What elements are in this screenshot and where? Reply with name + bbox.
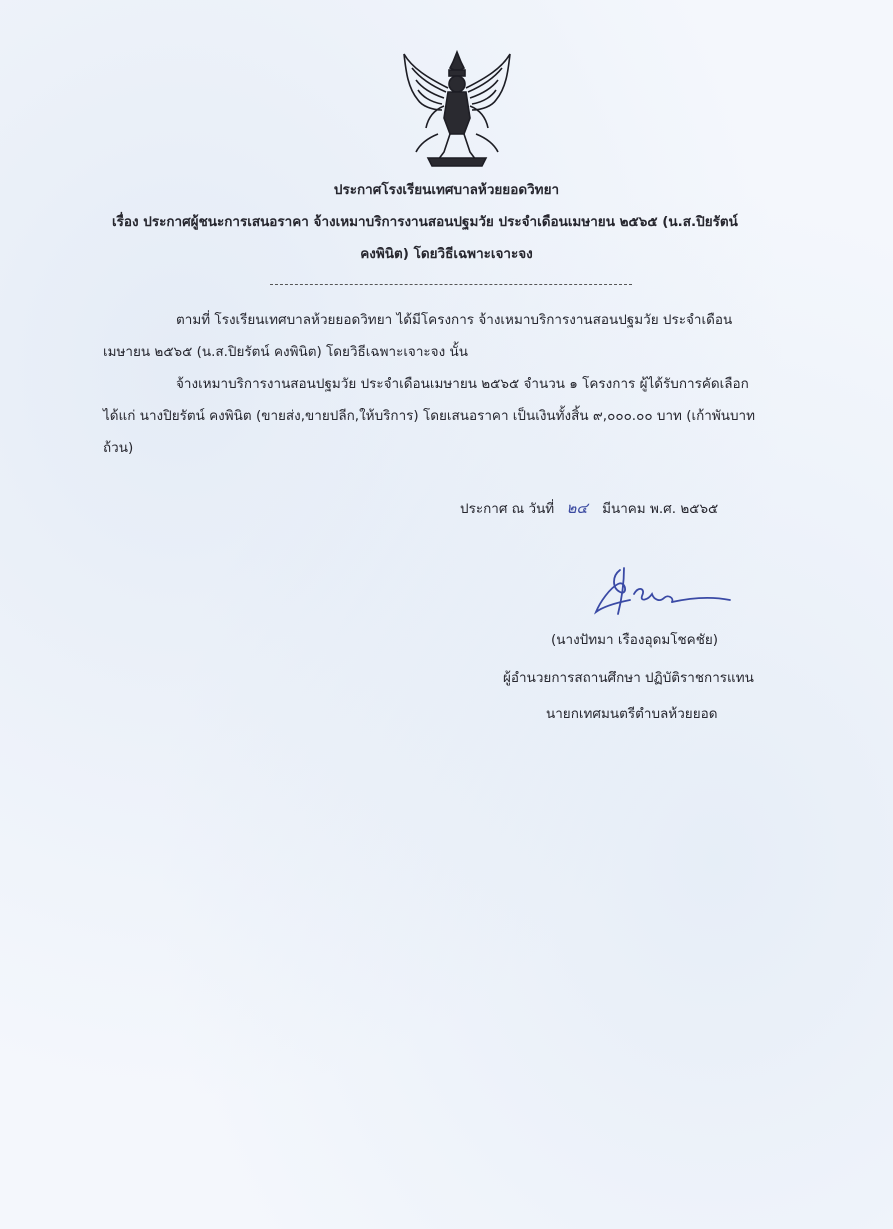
- signatory-position-line-1: ผู้อำนวยการสถานศึกษา ปฏิบัติราชการแทน: [503, 670, 754, 686]
- paragraph-1-line-2: เมษายน ๒๕๖๕ (น.ส.ปิยรัตน์ คงพินิต) โดยวิธีเฉพาะเจาะจง นั้น: [103, 344, 468, 360]
- subject-line-1: เรื่อง ประกาศผู้ชนะการเสนอราคา จ้างเหมาบริการงานสอนปฐมวัย ประจำเดือนเมษายน ๒๕๖๕ (น.ส.ปิยรัตน์: [112, 214, 738, 230]
- org-title: ประกาศโรงเรียนเทศบาลห้วยยอดวิทยา: [333, 182, 560, 198]
- paragraph-2-line-1: จ้างเหมาบริการงานสอนปฐมวัย ประจำเดือนเมษายน ๒๕๖๕ จำนวน ๑ โครงการ ผู้ได้รับการคัดเลือก: [176, 376, 749, 392]
- signature: [590, 562, 735, 624]
- signatory-name: (นางปัทมา เรืองอุดมโชคชัย): [551, 632, 719, 648]
- signatory-position-line-2: นายกเทศมนตรีตำบลห้วยยอด: [546, 706, 718, 722]
- paragraph-2-line-2: ได้แก่ นางปิยรัตน์ คงพินิต (ขายส่ง,ขายปลีก,ให้บริการ) โดยเสนอราคา เป็นเงินทั้งสิ้น ๙,๐๐๐.๐๐ บาท (เก้าพันบาท: [103, 408, 756, 424]
- paragraph-1-line-1: ตามที่ โรงเรียนเทศบาลห้วยยอดวิทยา ได้มีโครงการ จ้างเหมาบริการงานสอนปฐมวัย ประจำเดือน: [176, 312, 733, 328]
- date-day: ๒๔: [566, 499, 588, 517]
- garuda-emblem-icon: [398, 48, 516, 172]
- subject-line-2: คงพินิต) โดยวิธีเฉพาะเจาะจง: [360, 246, 533, 262]
- separator-line: [270, 284, 632, 285]
- announcement-date: [460, 498, 718, 519]
- date-prefix: ประกาศ ณ วันที่: [460, 501, 555, 517]
- paragraph-2-line-3: ถ้วน): [103, 440, 134, 456]
- date-month-year: มีนาคม พ.ศ. ๒๕๖๕: [602, 501, 719, 517]
